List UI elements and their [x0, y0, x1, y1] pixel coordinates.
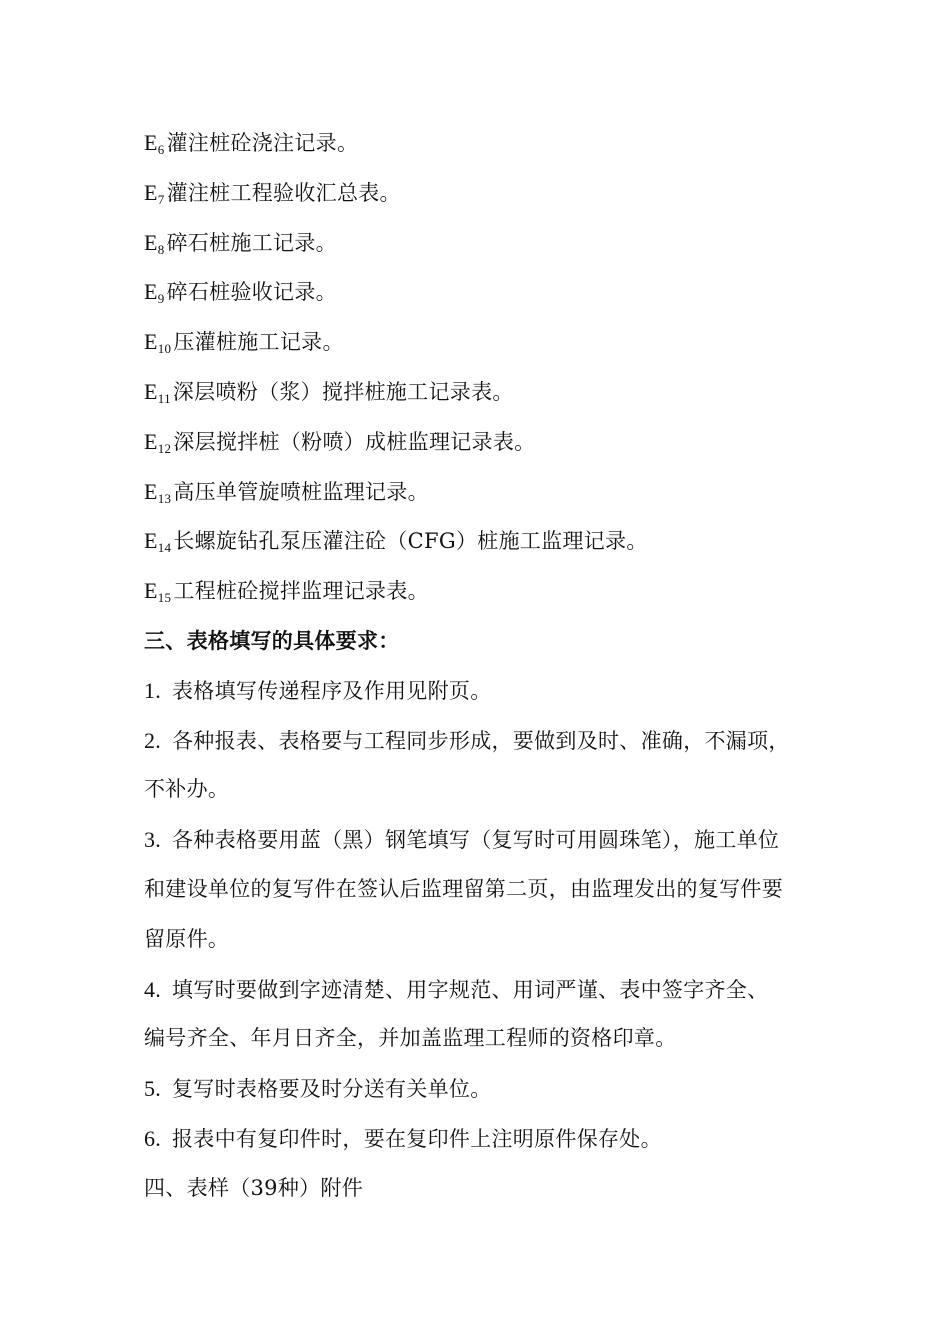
item-number: 5. — [144, 1076, 162, 1102]
section-heading-attachments: 四、表样（39种）附件 — [144, 1175, 364, 1200]
requirement-item-3-cont: 和建设单位的复写件在签认后监理留第二页，由监理发出的复写件要 — [144, 876, 783, 901]
record-text: 碎石桩验收记录。 — [166, 280, 337, 305]
record-code: $E_9$ — [144, 279, 165, 307]
record-text: 灌注桩砼浇注记录。 — [166, 131, 359, 155]
record-text: 深层喷粉（浆）搅拌桩施工记录表。 — [172, 379, 514, 404]
requirement-item-3-cont: 留原件。 — [144, 926, 230, 951]
record-item-e9 — [144, 267, 812, 317]
requirement-item-4-cont: 编号齐全、年月日齐全，并加盖监理工程师的资格印章。 — [144, 1026, 677, 1051]
record-code: $E_{13}$ — [144, 478, 172, 506]
requirement-item-3 — [144, 815, 812, 865]
record-item-e6 — [144, 118, 812, 168]
requirement-item-5 — [144, 1064, 812, 1114]
record-item-e12 — [144, 417, 812, 467]
record-text: 碎石桩施工记录。 — [166, 230, 337, 255]
requirement-item-1 — [144, 666, 812, 716]
record-text: 深层搅拌桩（粉喷）成桩监理记录表。 — [173, 429, 536, 454]
record-code: $E_{10}$ — [144, 329, 172, 357]
record-code: $E_{12}$ — [144, 428, 172, 456]
item-text: 各种报表、表格要与工程同步形成，要做到及时、准确，不漏项， — [172, 728, 790, 753]
requirement-item-2-cont: 不补办。 — [144, 777, 230, 802]
requirement-item-2 — [144, 716, 812, 766]
record-code: $E_{11}$ — [144, 378, 171, 406]
item-number: 1. — [144, 677, 162, 703]
item-text: 填写时要做到字迹清楚、用字规范、用词严谨、表中签字齐全、 — [172, 977, 769, 1002]
record-text: 长螺旋钻孔泵压灌注砼（CFG）桩施工监理记录。 — [173, 529, 648, 554]
requirement-item-4 — [144, 965, 812, 1015]
requirement-item-6 — [144, 1114, 812, 1164]
item-text: 表格填写传递程序及作用见附页。 — [172, 678, 492, 703]
record-code: $E_{14}$ — [144, 528, 172, 556]
record-code: $E_6$ — [144, 130, 165, 157]
item-text: 各种表格要用蓝（黑）钢笔填写（复写时可用圆珠笔），施工单位 — [172, 828, 780, 853]
record-text: 高压单管旋喷桩监理记录。 — [173, 479, 429, 504]
item-number: 6. — [144, 1125, 162, 1151]
page-content — [144, 118, 812, 1214]
item-text: 报表中有复印件时，要在复印件上注明原件保存处。 — [172, 1126, 662, 1151]
item-number: 3. — [144, 827, 162, 853]
record-text: 工程桩砼搅拌监理记录表。 — [173, 579, 429, 604]
record-text: 灌注桩工程验收汇总表。 — [166, 180, 401, 205]
record-item-e14 — [144, 516, 812, 566]
item-number: 4. — [144, 976, 162, 1002]
record-code: $E_{15}$ — [144, 578, 172, 606]
section-heading-requirements: 三、表格填写的具体要求： — [144, 627, 400, 653]
record-item-e8 — [144, 218, 812, 268]
record-code: $E_7$ — [144, 179, 165, 207]
record-item-e7 — [144, 168, 812, 218]
record-text: 压灌桩施工记录。 — [173, 330, 344, 355]
record-item-e15 — [144, 566, 812, 616]
item-text: 复写时表格要及时分送有关单位。 — [172, 1077, 492, 1102]
record-item-e13 — [144, 467, 812, 517]
record-code: $E_8$ — [144, 229, 165, 257]
item-number: 2. — [144, 727, 162, 753]
record-item-e10 — [144, 317, 812, 367]
record-item-e11 — [144, 367, 812, 417]
